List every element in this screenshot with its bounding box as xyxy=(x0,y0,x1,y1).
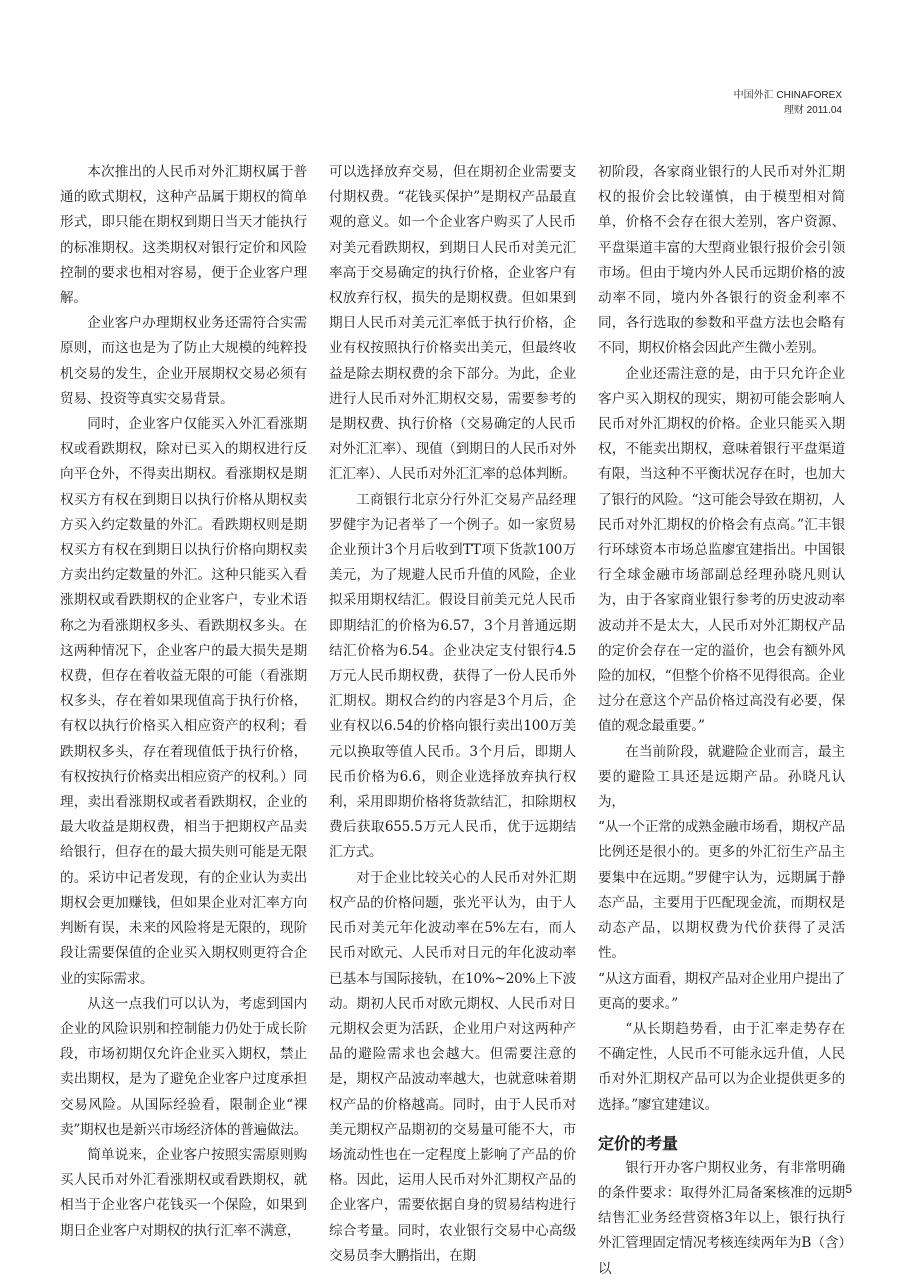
page-header xyxy=(734,88,842,118)
paragraph: 企业还需注意的是，由于只允许企业客户买入期权的现实，期初可能会影响人民币对外汇期权的价格。企业只能买入期权，不能卖出期权，意味着银行平盘渠道有限，当这种不平衡状况存在时，也加大了银行的风险。“这可能会导致在期初，人民币对外汇期权的价格会有点高。”汇丰银行环球资本市场总监廖宜建指出。中国银行全球金融市场部副总经理孙晓凡则认为，由于各家商业银行参考的历史波动率波动并不是太大，人民币对外汇期权产品的定价会存在一定的溢价，也会有额外风险的加权，“但整个价格不见得很高。企业过分在意这个产品价格过高没有必要，保值的观念最重要。” xyxy=(598,365,845,735)
paragraph: 初阶段，各家商业银行的人民币对外汇期权的报价会比较谨慎，由于模型相对简单，价格不会存在很大差别，客户资源、平盘渠道丰富的大型商业银行报价会引领市场。但由于境内外人民币远期价格的波动率不同，境内外各银行的资金利率不同，各行选取的参数和平盘方法也会略有不同，期权价格会因此产生微小差别。 xyxy=(598,164,845,357)
paragraph: “从一个正常的成熟金融市场看，期权产品比例还是很小的。更多的外汇衍生产品主要集中在远期。”罗健宇认为，远期属于静态产品，主要用于匹配现金流，而期权是动态产品，以期权费为代价获得了灵活性。 xyxy=(598,819,845,962)
paragraph: “从长期趋势看，由于汇率走势存在不确定性，人民币不可能永远升值，人民币对外汇期权产品可以为企业提供更多的选择。”廖宜建建议。 xyxy=(598,1020,845,1113)
paragraph: 工商银行北京分行外汇交易产品经理罗健宇为记者举了一个例子。如一家贸易企业预计3个月后收到TT项下货款100万美元，为了规避人民币升值的风险，企业拟采用期权结汇。假设目前美元兑人民币即期结汇的价格为6.57，3个月普通远期结汇价格为6.54。企业决定支付银行4.5万元人民币期权费，获得了一份人民币外汇期权。期权合约的内容是3个月后，企业有权以6.54的价格向银行卖出100万美元以换取等值人民币。3个月后，即期人民币价格为6.6，则企业选择放弃执行权利，采用即期价格将货款结汇，扣除期权费后获取655.5万元人民币，优于远期结汇方式。 xyxy=(329,491,576,861)
paragraph: 可以选择放弃交易，但在期初企业需要支付期权费。“花钱买保护”是期权产品最直观的意义。如一个企业客户购买了人民币对美元看跌期权，到期日人民币对美元汇率高于交易确定的执行价格，企业客户有权放弃行权，损失的是期权费。但如果到期日人民币对美元汇率低于执行价格，企业有权按照执行价格卖出美元，但最终收益是除去期权费的余下部分。为此，企业进行人民币对外汇期权交易，需要参考的是期权费、执行价格（交易确定的人民币对外汇汇率）、现值（到期日的人民币对外汇汇率）、人民币对外汇汇率的总体判断。 xyxy=(329,164,576,483)
paragraph: 同时，企业客户仅能买入外汇看涨期权或看跌期权，除对已买入的期权进行反向平仓外，不得卖出期权。看涨期权是期权买方有权在到期日以执行价格从期权卖方买入约定数量的外汇。看跌期权则是期权买方有权在到期日以执行价格向期权卖方卖出约定数量的外汇。这种只能买入看涨期权或看跌期权的企业客户，专业术语称之为看涨期权多头、看跌期权多头。在这两种情况下，企业客户的最大损失是期权费，但存在着收益无限的可能（看涨期权多头，存在着如果现值高于执行价格，有权以执行价格买入相应资产的权利；看跌期权多头，存在着现值低于执行价格，有权按执行价格卖出相应资产的权利。）同理，卖出看涨期权或者看跌期权，企业的最大收益是期权费，相当于把期权产品卖给银行，但存在的最大损失则可能是无限的。采访中记者发现，有的企业认为卖出期权会更加赚钱，但如果企业对汇率方向判断有误，未来的风险将是无限的，现阶段让需要保值的企业买入期权则更符合企业的实际需求。 xyxy=(60,416,307,987)
section-heading: 定价的考量 xyxy=(598,1133,679,1153)
paragraph: 本次推出的人民币对外汇期权属于普通的欧式期权，这种产品属于期权的简单形式，即只能在期权到期日当天才能执行的标准期权。这类期权对银行定价和风险控制的要求也相对容易，便于企业客户理解。 xyxy=(60,164,307,307)
magazine-name: 中国外汇 CHINAFOREX xyxy=(733,90,842,101)
paragraph: “从这方面看，期权产品对企业用户提出了更高的要求。” xyxy=(598,970,845,1012)
column-2 xyxy=(329,160,576,1264)
paragraph: 简单说来，企业客户按照实需原则购买人民币对外汇看涨期权或看跌期权，就相当于企业客户花钱买一个保险，如果到期日企业客户对期权的执行汇率不满意， xyxy=(60,1146,307,1239)
paragraph: 在当前阶段，就避险企业而言，最主要的避险工具还是远期产品。孙晓凡认为， xyxy=(598,743,845,811)
article-body xyxy=(60,160,845,1277)
column-3 xyxy=(598,160,845,1277)
issue-label: 理财 2011.04 xyxy=(783,105,842,116)
paragraph: 从这一点我们可以认为，考虑到国内企业的风险识别和控制能力仍处于成长阶段，市场初期仅允许企业买入期权，禁止卖出期权，是为了避免企业客户过度承担交易风险。从国际经验看，限制企业“裸卖”期权也是新兴市场经济体的普遍做法。 xyxy=(60,995,307,1138)
column-1 xyxy=(60,160,307,1239)
page-number: 5 xyxy=(845,1182,852,1196)
paragraph: 企业客户办理期权业务还需符合实需原则，而这也是为了防止大规模的纯粹投机交易的发生，企业开展期权交易必须有贸易、投资等真实交易背景。 xyxy=(60,315,307,407)
paragraph: 银行开办客户期权业务，有非常明确的条件要求：取得外汇局备案核准的远期结售汇业务经营资格3年以上，银行执行外汇管理固定情况考核连续两年为B（含）以 xyxy=(598,1159,845,1277)
paragraph: 对于企业比较关心的人民币对外汇期权产品的价格问题，张光平认为，由于人民币对美元年化波动率在5%左右，而人民币对欧元、人民币对日元的年化波动率已基本与国际接轨，在10%~20%上下波动。期初人民币对欧元期权、人民币对日元期权会更为活跃，企业用户对这两种产品的避险需求也会越大。但需要注意的是，期权产品波动率越大，也就意味着期权产品的价格越高。同时，由于人民币对美元期权产品期初的交易量可能不大，市场流动性也在一定程度上影响了产品的价格。因此，运用人民币对外汇期权产品的企业客户，需要依据自身的贸易结构进行综合考量。同时，农业银行交易中心高级交易员李大鹏指出，在期 xyxy=(329,869,576,1264)
